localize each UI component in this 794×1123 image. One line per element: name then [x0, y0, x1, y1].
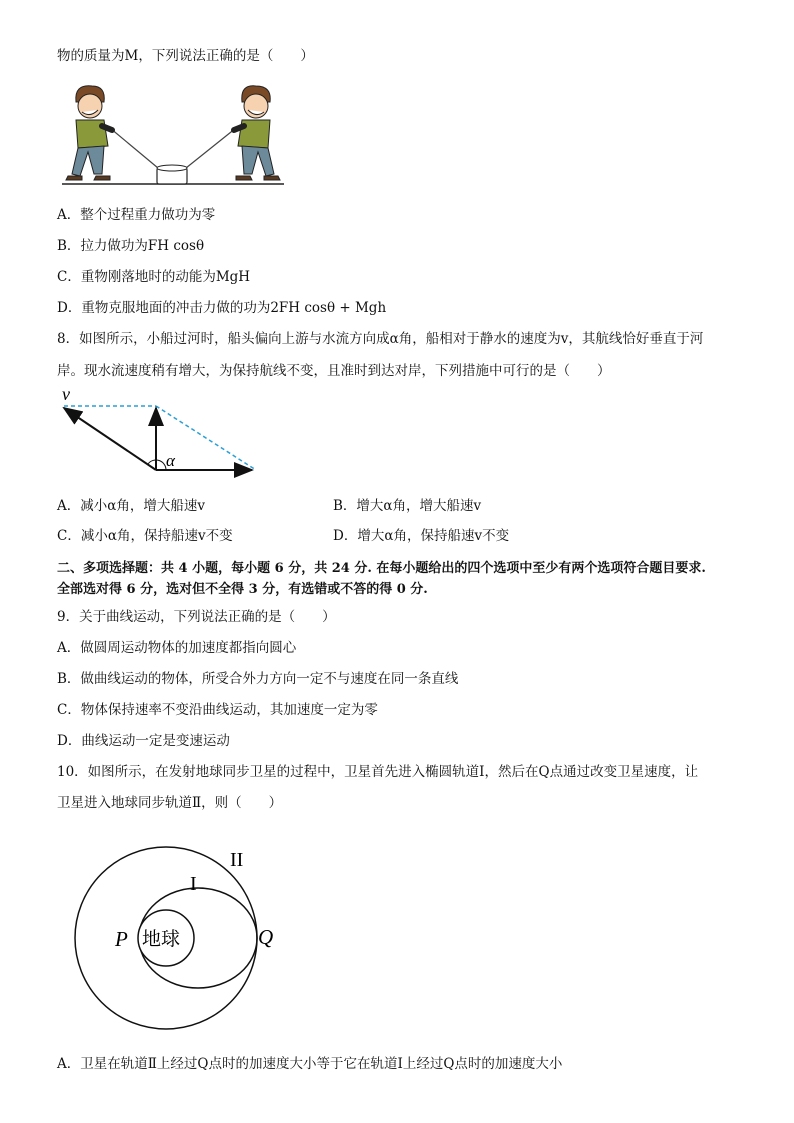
q9-option-a: A．做圆周运动物体的加速度都指向圆心 [57, 640, 297, 656]
q8-option-a: A．减小α角，增大船速v [57, 498, 205, 514]
section2-heading-line2: 全部选对得 6 分，选对但不全得 3 分，有选错或不答的得 0 分. [57, 582, 428, 597]
q9-option-b: B．做曲线运动的物体，所受合外力方向一定不与速度在同一条直线 [57, 671, 459, 687]
left-man-figure [66, 86, 112, 180]
q9-option-d: D．曲线运动一定是变速运动 [57, 733, 230, 749]
q8-option-b: B．增大α角，增大船速v [333, 498, 482, 514]
q8-stem-line1: 8．如图所示，小船过河时，船头偏向上游与水流方向成α角，船相对于静水的速度为v，其航线恰好垂直于河 [57, 331, 704, 347]
right-man-figure [234, 86, 280, 180]
earth-label: 地球 [142, 928, 181, 950]
orbit-i-label: I [190, 873, 197, 895]
q7-stem-tail: 物的质量为M，下列说法正确的是（ ） [57, 48, 314, 64]
q7-option-a: A．整个过程重力做功为零 [57, 207, 216, 223]
satellite-orbit-diagram [70, 838, 290, 1038]
q9-stem: 9．关于曲线运动，下列说法正确的是（ ） [57, 609, 336, 625]
q7-option-d: D．重物克服地面的冲击力做的功为2FH cosθ + Mgh [57, 300, 387, 316]
q8-option-d: D．增大α角，保持船速v不变 [333, 528, 510, 544]
q10-option-a: A．卫星在轨道Ⅱ上经过Q点时的加速度大小等于它在轨道Ⅰ上经过Q点时的加速度大小 [57, 1056, 563, 1072]
fig-label-alpha: α [166, 451, 175, 470]
q10-stem-line2: 卫星进入地球同步轨道Ⅱ，则（ ） [57, 795, 283, 811]
section2-heading-line1: 二、多项选择题：共 4 小题，每小题 6 分，共 24 分. 在每小题给出的四个选项中至少有两个选项符合题目要求. [57, 561, 706, 576]
q10-stem-line1: 10．如图所示，在发射地球同步卫星的过程中，卫星首先进入椭圆轨道Ⅰ，然后在Q点通过改变卫星速度，让 [57, 764, 699, 780]
boat-velocity-diagram [56, 384, 266, 478]
fig-label-v: v [62, 384, 70, 404]
q8-option-c: C．减小α角，保持船速v不变 [57, 528, 233, 544]
point-p-label: P [115, 927, 128, 951]
point-q-label: Q [258, 925, 274, 949]
q8-stem-line2: 岸。现水流速度稍有增大，为保持航线不变，且准时到达对岸，下列措施中可行的是（ ） [57, 363, 611, 379]
q7-option-c: C．重物刚落地时的动能为MgH [57, 269, 251, 285]
q9-option-c: C．物体保持速率不变沿曲线运动，其加速度一定为零 [57, 702, 378, 718]
q7-option-b: B．拉力做功为FH cosθ [57, 238, 205, 254]
tug-of-war-illustration [58, 82, 288, 190]
orbit-ii-label: II [230, 849, 244, 871]
